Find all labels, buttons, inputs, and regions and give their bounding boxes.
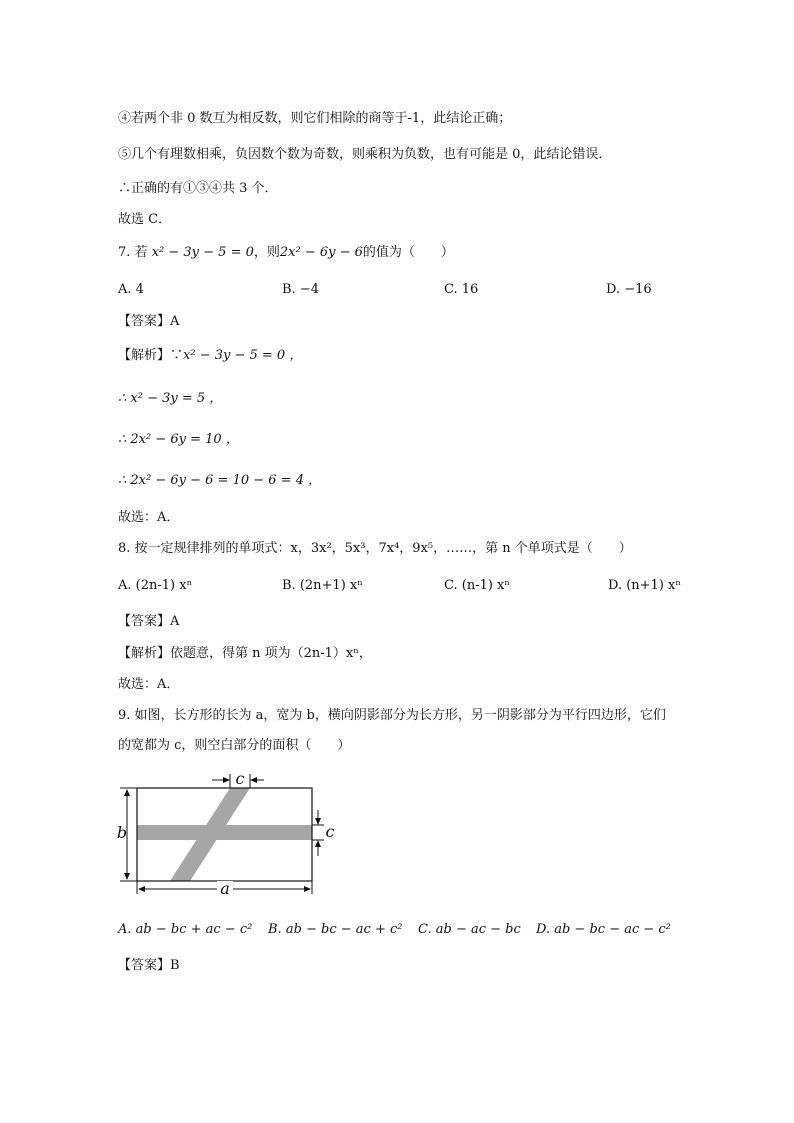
label-b: b (116, 823, 128, 842)
q7-analysis (118, 347, 302, 365)
q9-option-d: D. ab − bc − ac − c² (536, 922, 671, 937)
q7-expr1: x² − 3y − 5 = 0 (151, 245, 254, 260)
q7-step-2 (118, 390, 222, 408)
label-c-top: c (235, 770, 245, 788)
q7-option-b: B. −4 (282, 282, 319, 297)
q8-analysis: 【解析】依题意，得第 n 项为（2n-1）xⁿ， (118, 646, 372, 661)
q9-option-a: A. ab − bc + ac − c² (118, 922, 253, 937)
q7-step-3-text: ∴ 2x² − 6y = 10 ， (118, 432, 239, 447)
text-line-choose: 故选 C． (118, 212, 172, 227)
horizontal-shaded-band (137, 825, 312, 840)
label-c-right: c (325, 822, 335, 841)
q7-stem-prefix: 7. 若 (118, 245, 148, 260)
q8-conclusion: 故选：A． (118, 677, 180, 692)
q7-option-a: A. 4 (118, 282, 144, 297)
q9-option-b: B. ab − bc − ac + c² (268, 922, 403, 937)
q7-stem-suffix: 的值为（ ） (362, 245, 454, 260)
q7-answer: 【答案】A (118, 314, 180, 329)
q7-step-3 (118, 431, 239, 449)
q8-answer: 【答案】A (118, 614, 180, 629)
q9-answer: 【答案】B (118, 958, 180, 973)
text-line-5: ⑤几个有理数相乘，负因数个数为奇数，则乘积为负数，也有可能是 0，此结论错误． (118, 147, 612, 162)
q8-option-a: A. (2n-1) xⁿ (118, 578, 193, 593)
q8-option-d: D. (n+1) xⁿ (608, 578, 681, 593)
q7-option-c: C. 16 (444, 282, 479, 297)
q7-step-4-text: ∴ 2x² − 6y − 6 = 10 − 6 = 4 ， (118, 473, 322, 488)
q7-stem-mid: ，则 (253, 245, 280, 260)
text-line-conclusion: ∴正确的有①③④共 3 个． (118, 181, 278, 196)
text-line-4: ④若两个非 0 数互为相反数，则它们相除的商等于-1，此结论正确； (118, 111, 512, 126)
q9-figure (112, 770, 342, 898)
q7-step-4 (118, 472, 321, 490)
q7-step-2-text: ∴ x² − 3y = 5 ， (118, 391, 223, 406)
q9-option-c: C. ab − ac − bc (418, 922, 521, 937)
q7-expr2: 2x² − 6y − 6 (279, 245, 363, 260)
q9-stem: 9. 如图，长方形的长为 a，宽为 b，横向阴影部分为长方形，另一阴影部分为平行四边形，它们的宽都为 c，则空白部分的面积（ ） (118, 708, 666, 753)
q7-analysis-prefix: 【解析】∵ (118, 348, 184, 363)
q7-option-d: D. −16 (606, 282, 652, 297)
q8-option-c: C. (n-1) xⁿ (444, 578, 511, 593)
label-a: a (220, 879, 230, 898)
q8-option-b: B. (2n+1) xⁿ (282, 578, 363, 593)
q7-stem (118, 244, 454, 262)
q8-stem: 8. 按一定规律排列的单项式：x，3x²，5x³，7x⁴，9x⁵，……，第 n 个单项式是（ ） (118, 541, 632, 556)
q7-step-1: x² − 3y − 5 = 0 ， (183, 348, 303, 363)
q7-conclusion: 故选：A． (118, 510, 180, 525)
